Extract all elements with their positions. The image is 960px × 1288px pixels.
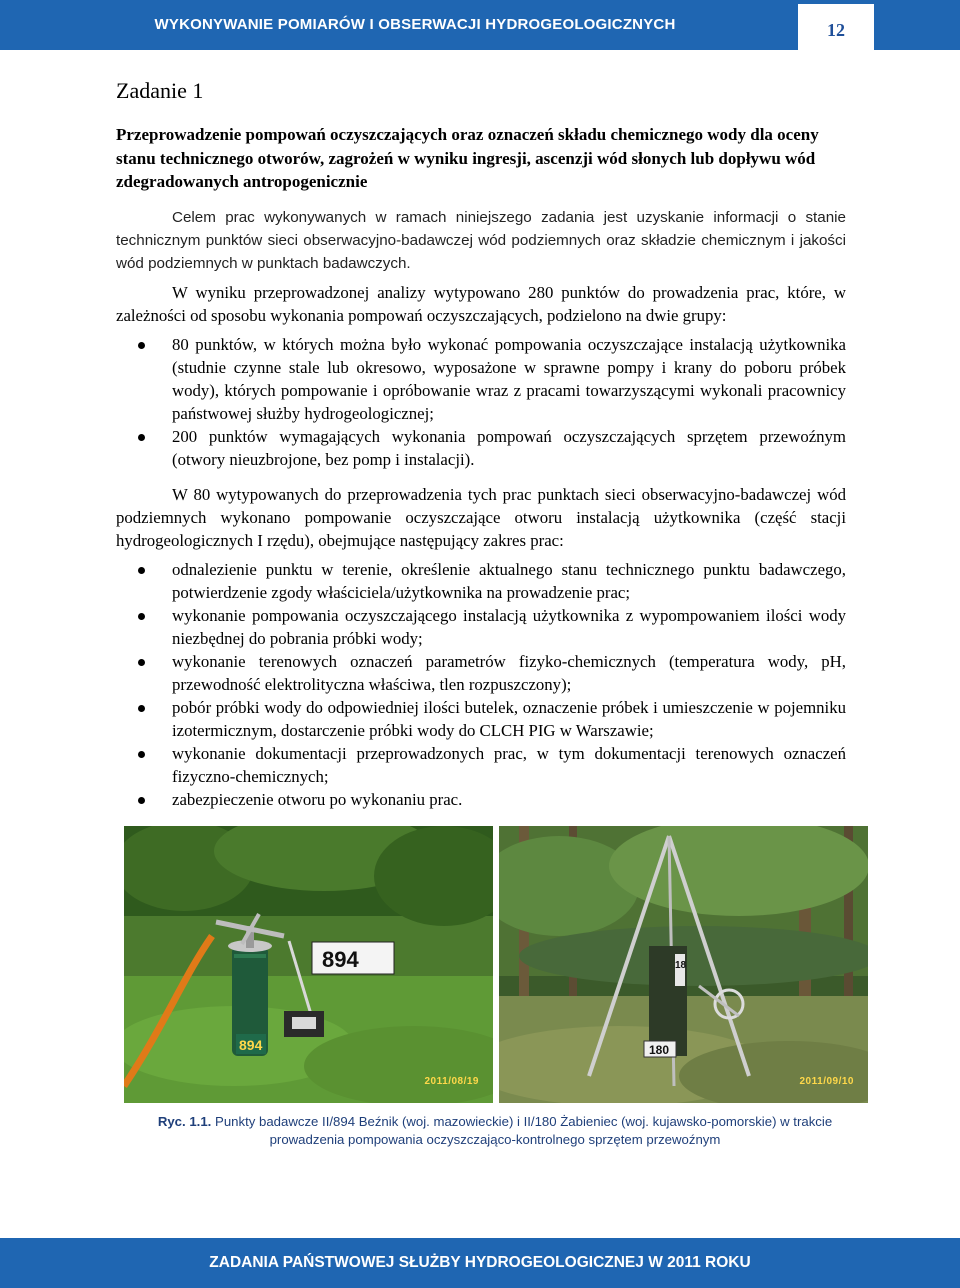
- list-item-text: wykonanie terenowych oznaczeń parametrów fizyko-chemicznych (temperatura wody, pH, przewodność elektrolityczna właściwa, tlen rozpuszczony);: [172, 651, 846, 694]
- task-title: Zadanie 1: [116, 78, 204, 103]
- photo-date: 2011/09/10: [799, 1076, 854, 1087]
- list-item: [116, 333, 846, 425]
- paragraph-analysis: W wyniku przeprowadzonej analizy wytypowano 280 punktów do prowadzenia prac, które, w zależności od sposobu wykonania pompowań oczyszczających, podzielono na dwie grupy:: [116, 282, 846, 325]
- list-item-text: 200 punktów wymagających wykonania pompowań oczyszczających sprzętem przewoźnym (otwory nieuzbrojone, bez pomp i instalacji).: [172, 426, 846, 469]
- section-title: Przeprowadzenie pompowań oczyszczających oraz oznaczeń składu chemicznego wody dla oceny stanu technicznego otworów, zagrożeń w wyniku ingresji, ascenzji wód słonych lub dopływu wód zdegradowanych antropogenicznie: [116, 125, 819, 191]
- list-item-text: zabezpieczenie otworu po wykonaniu prac.: [172, 789, 463, 809]
- well-tag-label: 18: [675, 960, 687, 971]
- paragraph-goal: Celem prac wykonywanych w ramach niniejszego zadania jest uzyskanie informacji o stanie technicznym punktów sieci obserwacyjno-badawczej wód podziemnych oraz składzie chemicznym i jakości wód podziemnych w punktach badawczych.: [116, 208, 846, 272]
- well-sign-label: 894: [322, 947, 359, 972]
- well-tag-label: 894: [239, 1037, 263, 1053]
- photo-figure: [124, 826, 868, 1103]
- bullet-icon: [138, 567, 145, 574]
- list-item-text: wykonanie pompowania oczyszczającego instalacją użytkownika z wypompowaniem ilości wody niezbędnej do pobrania próbki wody;: [172, 605, 846, 648]
- photo-date: 2011/08/19: [424, 1076, 479, 1087]
- list-item: [116, 788, 846, 811]
- paragraph-scope: W 80 wytypowanych do przeprowadzenia tych prac punktach sieci obserwacyjno-badawczej wód podziemnych wykonano pompowanie oczyszczające otworu instalacją użytkownika (część stacji hydrogeologicznych I rzędu), obejmujące następujący zakres prac:: [116, 484, 846, 550]
- caption-label: Ryc. 1.1.: [157, 1114, 212, 1129]
- main-content: [116, 76, 846, 823]
- caption-text: Punkty badawcze II/894 Beźnik (woj. mazowieckie) i II/180 Żabieniec (woj. kujawsko-pomorskie) w trakcie prowadzenia pompowania oczyszczająco-kontrolnego sprzętem przewoźnym: [211, 1114, 833, 1147]
- page-number: 12: [798, 4, 874, 50]
- bullet-icon: [138, 751, 145, 758]
- figure-caption: [150, 1113, 840, 1149]
- bullet-icon: [138, 342, 145, 349]
- bullet-icon: [138, 434, 145, 441]
- photo-right-drawing: [499, 826, 868, 1103]
- tripod-over-well-photo: [499, 826, 868, 1103]
- list-item-text: wykonanie dokumentacji przeprowadzonych prac, w tym dokumentacji terenowych oznaczeń fizyczno-chemicznych;: [172, 743, 846, 786]
- list-item: [116, 425, 846, 471]
- groups-list: [116, 333, 846, 471]
- list-item-text: pobór próbki wody do odpowiedniej ilości butelek, oznaczenie próbek i umieszczenie w pojemniku izotermicznym, dostarczenie próbki wody do CLCH PIG w Warszawie;: [172, 697, 846, 740]
- bullet-icon: [138, 797, 145, 804]
- list-item: [116, 604, 846, 650]
- well-with-pump-photo: [124, 826, 493, 1103]
- list-item: [116, 650, 846, 696]
- list-item: [116, 742, 846, 788]
- list-item: [116, 558, 846, 604]
- list-item: [116, 696, 846, 742]
- photo-left-drawing: [124, 826, 493, 1103]
- list-item-text: 80 punktów, w których można było wykonać pompowania oczyszczające instalacją użytkownika (studnie czynne stale lub okresowo, wyposażone w sprawne pompy i krany do poboru próbek wody), których pompowanie i opróbowanie wraz z pracami towarzyszącymi wykonali pracownicy państwowej służby hydrogeologicznej;: [172, 334, 846, 423]
- list-item-text: odnalezienie punktu w terenie, określenie aktualnego stanu technicznego punktu badawczego, potwierdzenie zgody właściciela/użytkownika na prowadzenie prac;: [172, 559, 846, 602]
- bullet-icon: [138, 705, 145, 712]
- scope-list: [116, 558, 846, 811]
- bullet-icon: [138, 659, 145, 666]
- header-title: WYKONYWANIE POMIARÓW I OBSERWACJI HYDROGEOLOGICZNYCH: [154, 16, 676, 33]
- bullet-icon: [138, 613, 145, 620]
- footer-title: ZADANIA PAŃSTWOWEJ SŁUŻBY HYDROGEOLOGICZNEJ W 2011 ROKU: [209, 1254, 751, 1271]
- well-sign-label: 180: [649, 1043, 670, 1057]
